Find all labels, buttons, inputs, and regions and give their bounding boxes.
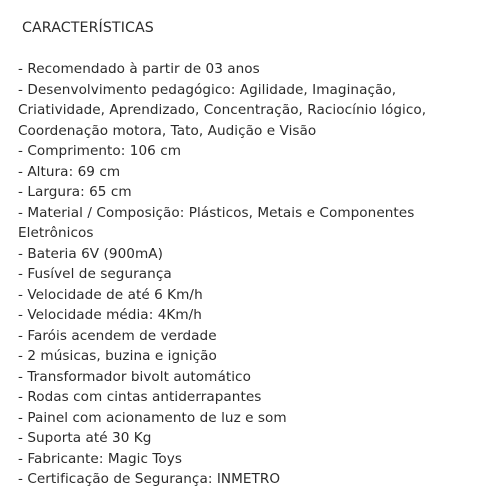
spec-line: Coordenação motora, Tato, Audição e Visão (18, 122, 317, 139)
spec-line: Eletrônicos (18, 225, 94, 241)
spec-line: - Recomendado à partir de 03 anos (18, 61, 260, 77)
spec-line: - Faróis acendem de verdade (18, 327, 217, 344)
spec-line: - Altura: 69 cm (18, 163, 121, 180)
spec-line: - Material / Composição: Plásticos, Metais e Componentes (18, 204, 415, 221)
spec-line: - Velocidade média: 4Km/h (18, 307, 202, 323)
spec-line: Criatividade, Aprendizado, Concentração, Raciocínio lógico, (18, 102, 427, 118)
spec-line: - 2 músicas, buzina e ignição (18, 348, 217, 364)
spec-line: - Painel com acionamento de luz e som (18, 409, 287, 426)
spec-line: - Bateria 6V (900mA) (18, 245, 163, 262)
spec-line: - Transformador bivolt automático (18, 368, 251, 385)
spec-line: - Desenvolvimento pedagógico: Agilidade, Imaginação, (18, 81, 397, 98)
spec-line: - Comprimento: 106 cm (18, 143, 182, 159)
section-heading: CARACTERÍSTICAS (22, 20, 154, 36)
spec-line: - Certificação de Segurança: INMETRO (18, 471, 281, 487)
spec-line: - Fabricante: Magic Toys (18, 450, 183, 467)
blank-line (18, 38, 480, 59)
spec-line: - Fusível de segurança (18, 266, 172, 282)
spec-line: - Rodas com cintas antiderrapantes (18, 389, 262, 405)
spec-line: - Suporta até 30 Kg (18, 430, 152, 446)
spec-line: - Velocidade de até 6 Km/h (18, 286, 203, 303)
spec-list (18, 59, 480, 490)
product-description (18, 18, 480, 490)
spec-line: - Largura: 65 cm (18, 184, 132, 200)
